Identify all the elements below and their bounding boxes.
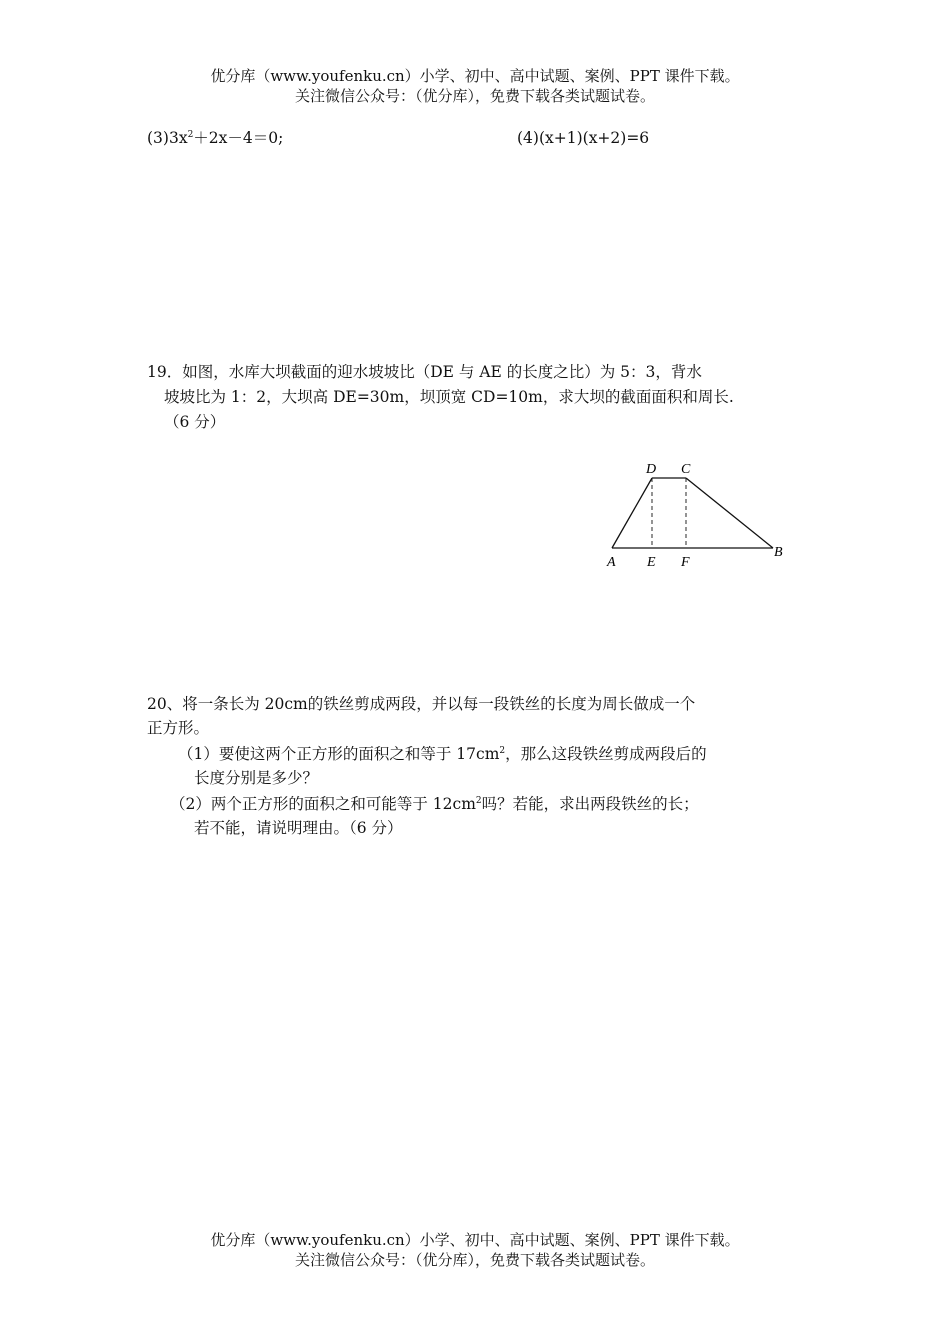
- dam-cross-section-figure: [590, 452, 800, 577]
- q19-line-3: （6 分）: [164, 413, 226, 431]
- q20-line-1: 20、将一条长为 20cm的铁丝剪成两段，并以每一段铁丝的长度为周长做成一个: [147, 695, 696, 713]
- label-e: E: [647, 555, 656, 570]
- label-f: F: [681, 555, 690, 570]
- q20-sub2-line-1: （2）两个正方形的面积之和可能等于 $12cm^2$吗？若能，求出两段铁丝的长；: [170, 795, 699, 813]
- label-a: A: [607, 555, 616, 570]
- q18-part3-equation: $(3)3x^2+2x-4=0$;: [147, 129, 284, 147]
- q20-sub1-line-2: 长度分别是多少？: [194, 769, 319, 787]
- q19-line-2: 坡坡比为 1：2，大坝高 DE=30m，坝顶宽 CD=10m，求大坝的截面面积和周长.: [164, 388, 734, 406]
- q18-part4-equation: (4)(x+1)(x+2)=6: [517, 129, 650, 147]
- footer-line-1: 优分库（www.youfenku.cn）小学、初中、高中试题、案例、PPT 课件下载。: [210, 1231, 740, 1249]
- q20-line-2: 正方形。: [147, 719, 210, 737]
- q20-sub1-line-1: （1）要使这两个正方形的面积之和等于 $17cm^2$，那么这段铁丝剪成两段后的: [178, 745, 707, 763]
- label-c: C: [681, 462, 691, 477]
- header-line-2: 关注微信公众号：（优分库），免费下载各类试题试卷。: [294, 87, 655, 105]
- footer-line-2: 关注微信公众号：（优分库），免费下载各类试题试卷。: [294, 1251, 655, 1269]
- q19-line-1: 19．如图，水库大坝截面的迎水坡坡比（DE 与 AE 的长度之比）为 5：3，背水: [147, 363, 702, 381]
- label-b: B: [774, 545, 783, 560]
- header-line-1: 优分库（www.youfenku.cn）小学、初中、高中试题、案例、PPT 课件下载。: [210, 67, 740, 85]
- slope-cb-line: [686, 478, 773, 548]
- slope-ad-line: [612, 478, 652, 548]
- q20-sub2-line-2: 若不能，请说明理由。（6 分）: [194, 819, 403, 837]
- label-d: D: [646, 462, 657, 477]
